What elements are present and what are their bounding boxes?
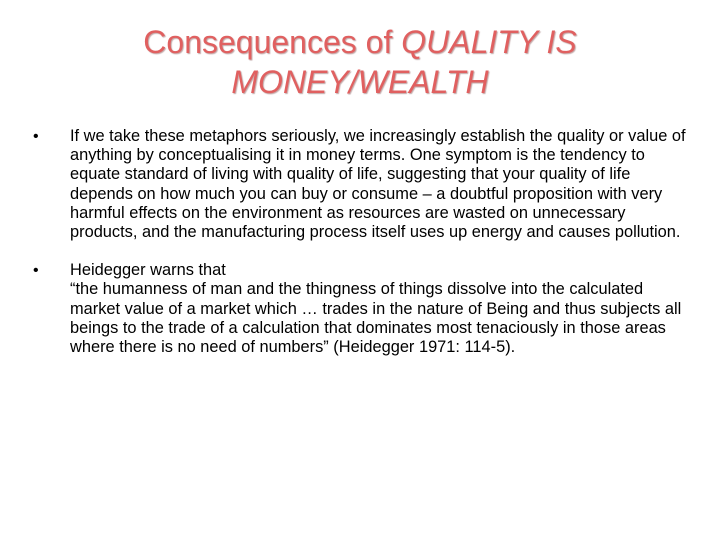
bullet-dot-icon: • (33, 262, 39, 280)
bullet-dot-icon: • (33, 128, 39, 145)
slide-title (40, 22, 680, 102)
bullet-item-metaphors (30, 127, 690, 242)
title-italic-line1: QUALITY IS (401, 24, 577, 60)
title-italic-line2: MONEY/WEALTH (231, 64, 489, 100)
bullet-intro: Heidegger warns that (70, 261, 226, 280)
bullet-text: If we take these metaphors seriously, we increasingly establish the quality or value of anything by conceptualising it in money terms. One symptom is the tendency to equate standard of living with quality of life, suggesting that your quality of life depends on how much you can buy or consume – a doubtful proposition with very harmful effects on the environment as resources are wasted on unnecessary products, and the manufacturing process itself uses up energy and causes pollution. (70, 127, 686, 242)
bullet-item-heidegger (30, 261, 690, 357)
title-plain: Consequences of (143, 24, 402, 60)
bullet-list (30, 127, 690, 357)
bullet-quote: “the humanness of man and the thingness of things dissolve into the calculated market value of a market which … trades in the nature of Being and thus subjects all beings to the trade of a calculation that dominates most tenaciously in those areas where there is no need of numbers” (Heidegger 1971: 114-5). (70, 280, 682, 357)
